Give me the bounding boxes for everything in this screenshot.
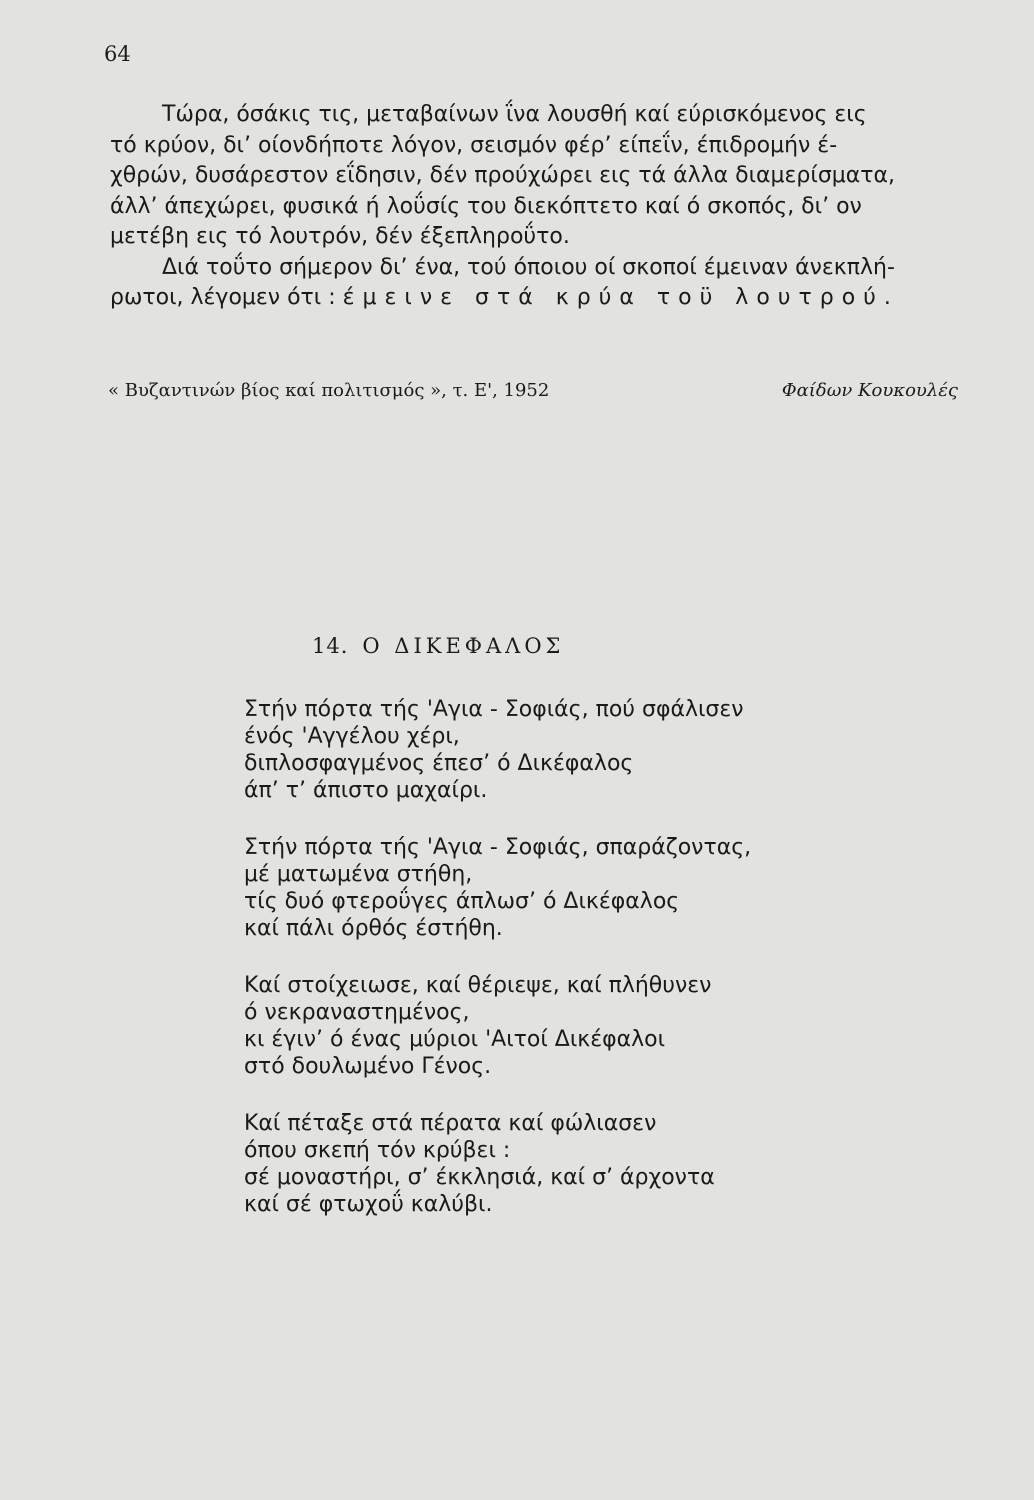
text-line: τό κρύον, δι’ οίονδήποτε λόγον, σεισμόν φέρ’ είπεΐν, έπιδρομήν έ- — [110, 132, 838, 158]
poem-line: ό νεκραναστημένος, — [244, 1000, 470, 1025]
poem-line: καί πάλι όρθός έστήθη. — [244, 916, 503, 941]
saying-phrase: έμεινε στά κρύα τοϋ λουτρού. — [342, 285, 899, 310]
poem-line: Στήν πόρτα τής 'Αγια - Σοφιάς, πού σφάλισεν — [244, 697, 744, 722]
poem-line: καί σέ φτωχοΰ καλύβι. — [244, 1192, 493, 1217]
poem-line: Στήν πόρτα τής 'Αγια - Σοφιάς, σπαράζοντας, — [244, 835, 752, 860]
stanza — [244, 972, 964, 1080]
poem-title: Ο ΔΙΚΕΦΑΛΟΣ — [362, 634, 565, 658]
poem-line: Καί στοίχειωσε, καί θέριεψε, καί πλήθυνεν — [244, 973, 712, 998]
stanza — [244, 1110, 964, 1218]
citation-author: Φαίδων Κουκουλές — [781, 380, 958, 401]
stanza — [244, 834, 964, 942]
poem — [244, 696, 964, 1248]
text-line: ρωτοι, λέγομεν ότι : — [110, 285, 336, 310]
poem-line: διπλοσφαγμένος έπεσ’ ό Δικέφαλος — [244, 751, 634, 776]
poem-line: άπ’ τ’ άπιστο μαχαίρι. — [244, 778, 488, 803]
text-line: άλλ’ άπεχώρει, φυσικά ή λοΰσίς του διεκόπτετο καί ό σκοπός, δι’ ον — [110, 193, 862, 219]
poem-line: Καί πέταξε στά πέρατα καί φώλιασεν — [244, 1111, 657, 1136]
poem-line: στό δουλωμένο Γένος. — [244, 1054, 492, 1079]
stanza — [244, 696, 964, 804]
text-line: Τώρα, όσάκις τις, μεταβαίνων ΐνα λουσθή καί εύρισκόμενος εις — [162, 102, 867, 127]
page-number: 64 — [104, 42, 131, 66]
poem-line: όπου σκεπή τόν κρύβει : — [244, 1138, 511, 1163]
paragraph — [110, 253, 960, 314]
poem-heading — [312, 634, 564, 658]
poem-line: σέ μοναστήρι, σ’ έκκλησιά, καί σ’ άρχοντα — [244, 1165, 715, 1190]
prose-passage — [110, 100, 960, 314]
poem-number: 14. — [312, 634, 349, 658]
text-line: μετέβη εις τό λουτρόν, δέν έξεπληροΰτο. — [110, 224, 570, 249]
poem-line: κι έγιν’ ό ένας μύριοι 'Αιτοί Δικέφαλοι — [244, 1027, 666, 1052]
poem-line: μέ ματωμένα στήθη, — [244, 862, 473, 887]
poem-line: ένός 'Αγγέλου χέρι, — [244, 724, 460, 749]
poem-line: τίς δυό φτεροΰγες άπλωσ’ ό Δικέφαλος — [244, 889, 680, 914]
paragraph — [110, 100, 960, 253]
text-line: χθρών, δυσάρεστον εΐδησιν, δέν προύχώρει εις τά άλλα διαμερίσματα, — [110, 163, 896, 188]
citation-source: « Βυζαντινών βίος καί πολιτισμός », τ. Ε', 1952 — [108, 380, 550, 401]
citation — [108, 380, 958, 401]
text-line: Διά τοΰτο σήμερον δι’ ένα, τού όποιου οί σκοποί έμειναν άνεκπλή- — [162, 254, 895, 280]
